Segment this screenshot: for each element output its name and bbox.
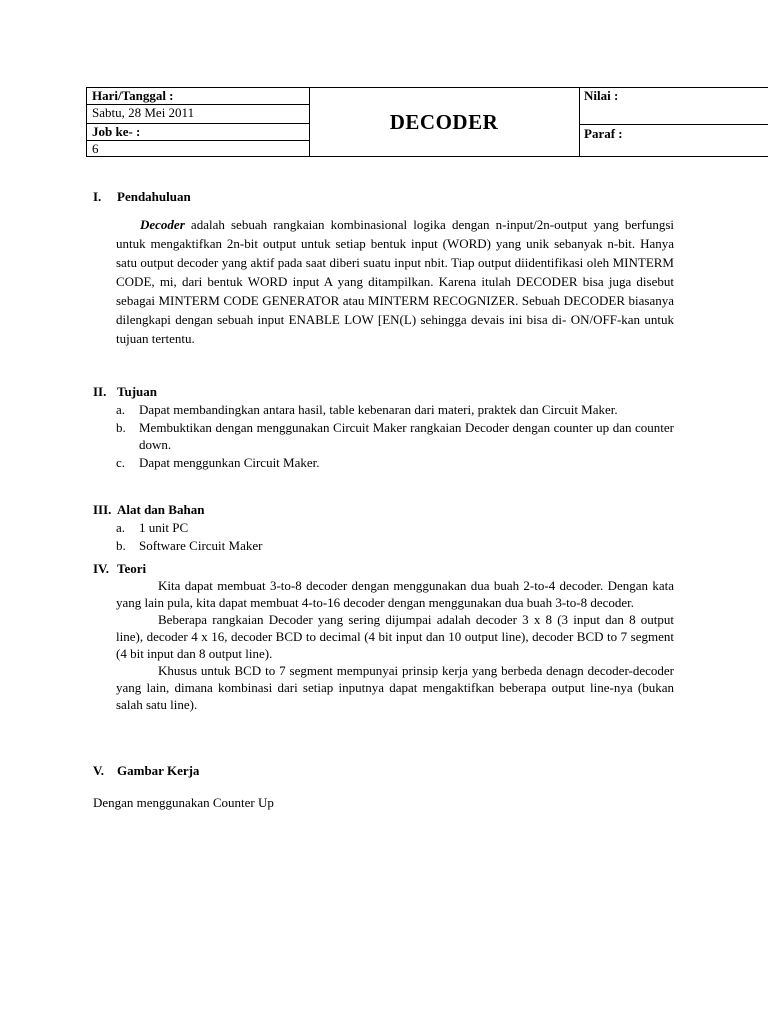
section-number: IV. [93,561,110,576]
section-title: Gambar Kerja [117,763,200,778]
job-label: Job ke- : [87,124,309,141]
teori-paragraph: Beberapa rangkaian Decoder yang sering dijumpai adalah decoder 3 x 8 (3 input dan 8 output line), decoder 4 x 16, decoder BCD to decimal (4 bit input dan 10 output line), decoder BCD to 7 segment (4 bit input dan 8 output line). [116,612,674,661]
list-marker: a. [116,402,126,417]
section-title: Tujuan [117,384,157,399]
section-title: Teori [117,561,147,576]
section-heading-tujuan [93,384,157,400]
list-marker: c. [116,455,126,470]
document-title: DECODER [389,110,499,134]
section-title: Alat dan Bahan [117,502,205,517]
footer-text: Dengan menggunakan Counter Up [93,795,274,810]
paraf-label: Paraf : [584,126,623,141]
list-marker: b. [116,538,126,553]
section-number: II. [93,384,107,399]
list-item [116,537,674,554]
decoder-term: Decoder [140,217,185,232]
section-heading-pendahuluan [93,189,191,205]
header-right-column [579,88,768,156]
list-item [116,401,674,418]
list-marker: a. [116,520,126,535]
list-item-text: Dapat membandingkan antara hasil, table kebenaran dari materi, praktek dan Circuit Maker. [139,402,618,417]
list-marker: b. [116,420,126,435]
section-number: V. [93,763,104,778]
nilai-label: Nilai : [579,88,768,125]
pendahuluan-text: adalah sebuah rangkaian kombinasional logika dengan n-input/2n-output yang berfungsi untuk mengaktifkan 2n-bit output untuk setiap bentuk input (WORD) yang unik sebanyak n-bit. Hanya satu output decoder yang aktif pada saat diberi suatu input nbit. Tiap output diidentifikasi oleh MINTERM CODE, mi, dari bentuk WORD input A yang ditampilkan. Karena itulah DECODER bisa juga disebut sebagai MINTERM CODE GENERATOR atau MINTERM RECOGNIZER. Sebuah DECODER biasanya dilengkapi dengan sebuah input ENABLE LOW [EN(L) sehingga devais ini bisa di- ON/OFF-kan untuk tujuan tertentu. [116,217,674,346]
list-item-text: Membuktikan dengan menggunakan Circuit Maker rangkaian Decoder dengan counter up dan counter down. [139,420,674,452]
tujuan-list [116,401,674,472]
section-heading-gambar [93,763,199,779]
section-number: III. [93,502,112,517]
section-heading-alat [93,502,204,518]
alat-list [116,519,674,555]
job-value: 6 [92,141,99,156]
hari-label: Hari/Tanggal : [87,88,309,105]
list-item [116,519,674,536]
list-item-text: Dapat menggunkan Circuit Maker. [139,455,320,470]
section-number: I. [93,189,102,204]
teori-text [116,577,674,713]
list-item-text: Software Circuit Maker [139,538,263,553]
teori-paragraph: Khusus untuk BCD to 7 segment mempunyai prinsip kerja yang berbeda denagn decoder-decoder yang lain, dimana kombinasi dari setiap inputnya dapat mengaktifkan beberapa output line-nya (bukan salah satu line). [116,663,674,712]
header-table [86,87,768,157]
section-heading-teori [93,561,146,577]
list-item [116,419,674,453]
header-title-cell [309,88,580,156]
teori-paragraph: Kita dapat membuat 3-to-8 decoder dengan menggunakan dua buah 2-to-4 decoder. Dengan kata yang lain pula, kita dapat membuat 4-to-16 decoder dengan menggunakan dua buah 3-to-8 decoder. [116,578,674,610]
list-item-text: 1 unit PC [139,520,189,535]
pendahuluan-paragraph [116,215,674,348]
section-title: Pendahuluan [117,189,191,204]
header-left-column [87,88,310,156]
list-item [116,454,674,471]
hari-value: Sabtu, 28 Mei 2011 [87,105,309,124]
